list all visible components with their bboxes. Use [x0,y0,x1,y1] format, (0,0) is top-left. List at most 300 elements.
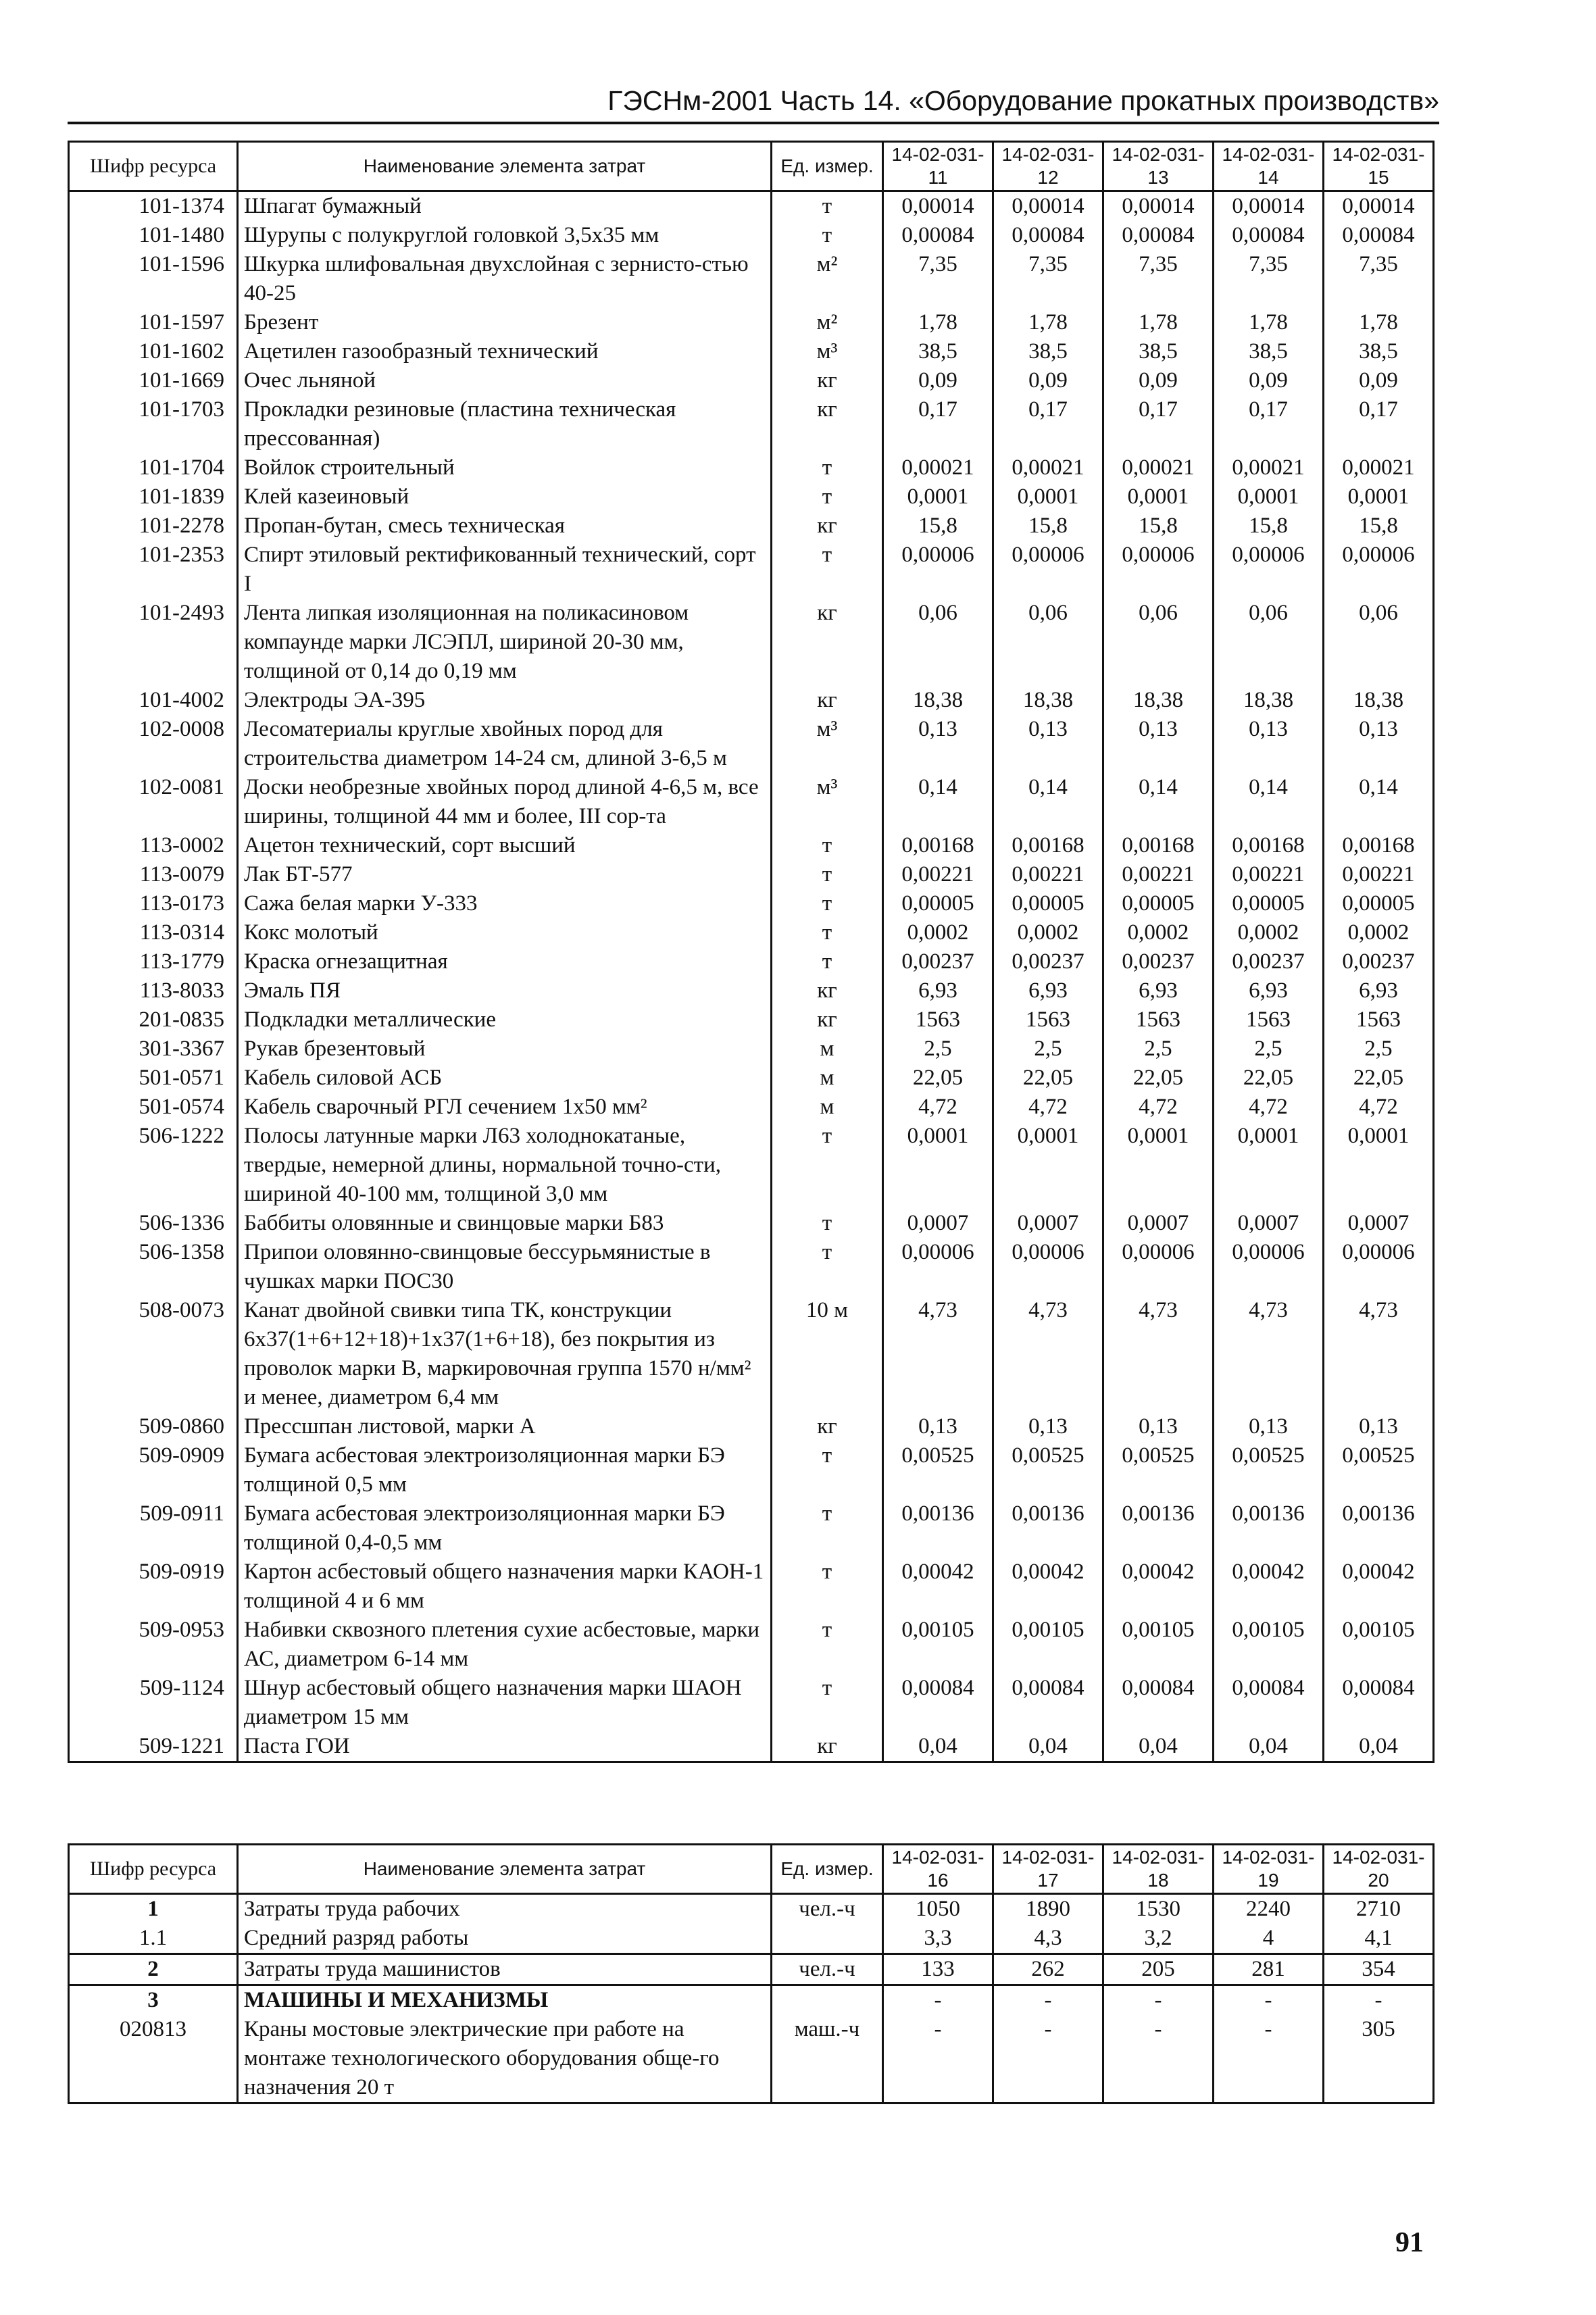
norm-value: 0,00237 [1324,947,1434,976]
resource-name: Брезент [238,308,772,337]
norm-value: 0,00042 [1324,1558,1434,1616]
header-name: Наименование элемента затрат [238,142,772,191]
resource-code: 102-0008 [69,715,238,773]
norm-value: 0,00006 [1324,1238,1434,1296]
norm-value: - [883,2015,993,2104]
norm-value: 38,5 [1103,337,1214,366]
resource-name: Средний разряд работы [238,1924,772,1954]
norm-value: 0,0001 [883,482,993,512]
resource-unit: т [772,1441,883,1499]
norm-value: 0,00006 [993,1238,1103,1296]
norm-value: 0,00525 [883,1441,993,1499]
table-row [69,1894,1434,1924]
norm-value: - [1103,2015,1214,2104]
resource-unit: кг [772,686,883,715]
header-norm: 14-02-031-12 [993,142,1103,191]
norm-value: 2,5 [1214,1035,1324,1064]
norm-value: 0,09 [883,366,993,395]
resource-code: 101-1597 [69,308,238,337]
norm-value: 18,38 [883,686,993,715]
norm-value: 0,14 [1214,773,1324,831]
table-row [69,1064,1434,1093]
norm-value: 0,00221 [1324,860,1434,889]
norm-value: 0,00237 [1214,947,1324,976]
norm-value: 1563 [993,1005,1103,1035]
resource-name: Эмаль ПЯ [238,976,772,1005]
norm-value: 0,09 [1103,366,1214,395]
header-norm: 14-02-031-14 [1214,142,1324,191]
norm-value: 0,00014 [1103,191,1214,222]
norm-value: 305 [1324,2015,1434,2104]
resource-unit: т [772,918,883,947]
resource-unit: т [772,482,883,512]
resource-name: Прессшпан листовой, марки А [238,1412,772,1441]
norm-value: 1,78 [1103,308,1214,337]
table-row [69,715,1434,773]
resource-code: 101-1839 [69,482,238,512]
norm-value: 6,93 [1324,976,1434,1005]
resource-code: 509-0909 [69,1441,238,1499]
norm-value: 22,05 [993,1064,1103,1093]
norm-value: 1563 [883,1005,993,1035]
resource-unit: чел.-ч [772,1954,883,1985]
resource-code: 101-1596 [69,250,238,308]
norm-value: 0,00105 [1214,1616,1324,1674]
resource-name: Баббиты оловянные и свинцовые марки Б83 [238,1209,772,1238]
resource-code: 501-0571 [69,1064,238,1093]
resource-code: 101-2493 [69,599,238,686]
table-row [69,337,1434,366]
norm-value: 0,00006 [883,1238,993,1296]
header-norm: 14-02-031-19 [1214,1845,1324,1894]
resource-unit: т [772,453,883,482]
norm-value: 4,72 [1324,1093,1434,1122]
table-row [69,2015,1434,2104]
norm-value: 22,05 [1214,1064,1324,1093]
norm-value: 2,5 [993,1035,1103,1064]
norm-value: 0,04 [1214,1732,1324,1762]
resource-code: 101-2278 [69,512,238,541]
norm-value: 0,00005 [1214,889,1324,918]
resource-name: Рукав брезентовый [238,1035,772,1064]
resource-code: 102-0081 [69,773,238,831]
norm-value: 281 [1214,1954,1324,1985]
norm-value: 0,17 [1103,395,1214,453]
norm-value: 0,0002 [1214,918,1324,947]
resource-unit: маш.-ч [772,2015,883,2104]
norm-value: 0,00005 [993,889,1103,918]
resource-unit: кг [772,366,883,395]
resource-unit: м² [772,250,883,308]
norm-value: 0,09 [1324,366,1434,395]
norm-value: 0,00084 [1214,1674,1324,1732]
norm-value: 7,35 [1324,250,1434,308]
norm-value: 354 [1324,1954,1434,1985]
norm-value: 0,04 [883,1732,993,1762]
header-norm: 14-02-031-13 [1103,142,1214,191]
norm-value: 4,72 [883,1093,993,1122]
table-row [69,1499,1434,1558]
norm-value: - [1324,1985,1434,2016]
norm-value: 0,06 [1324,599,1434,686]
table-row [69,1209,1434,1238]
resource-name: Спирт этиловый ректификованный технический, сорт I [238,541,772,599]
resource-code: 020813 [69,2015,238,2104]
norm-value: 22,05 [1324,1064,1434,1093]
norm-value: 1,78 [883,308,993,337]
norm-value: 0,14 [1324,773,1434,831]
norm-value: 6,93 [993,976,1103,1005]
norm-value: 2240 [1214,1894,1324,1924]
resource-unit: м² [772,308,883,337]
table-row [69,512,1434,541]
resource-unit: т [772,889,883,918]
resource-unit: чел.-ч [772,1894,883,1924]
table-header-row [69,142,1434,191]
norm-value: 22,05 [883,1064,993,1093]
norm-value: 1563 [1103,1005,1214,1035]
resource-code: 101-2353 [69,541,238,599]
table-row [69,366,1434,395]
resource-unit: т [772,1499,883,1558]
resource-code: 509-0919 [69,1558,238,1616]
norm-value: 4,72 [1214,1093,1324,1122]
norm-value: 0,00006 [1324,541,1434,599]
page-header: ГЭСНм-2001 Часть 14. «Оборудование прокатных производств» [68,80,1439,124]
norm-value: 0,00084 [993,1674,1103,1732]
norm-value: 0,00084 [883,221,993,250]
resource-code: 506-1358 [69,1238,238,1296]
norm-value: 0,00136 [1324,1499,1434,1558]
norm-value: 0,0001 [1324,482,1434,512]
resource-unit: м³ [772,337,883,366]
norm-value: 0,0002 [1324,918,1434,947]
resource-name: Кокс молотый [238,918,772,947]
resource-unit: т [772,860,883,889]
table-row [69,308,1434,337]
norm-value: 15,8 [993,512,1103,541]
resource-name: Краска огнезащитная [238,947,772,976]
norm-value: 0,13 [883,715,993,773]
norm-value: 1,78 [1214,308,1324,337]
norm-value: 0,00168 [1214,831,1324,860]
resource-code: 506-1336 [69,1209,238,1238]
resource-unit: м [772,1093,883,1122]
norm-value: 1890 [993,1894,1103,1924]
norm-value: 0,06 [883,599,993,686]
norm-value: - [1214,1985,1324,2016]
norm-value: 0,00006 [883,541,993,599]
norm-value: 2,5 [1324,1035,1434,1064]
table-row [69,1924,1434,1954]
table-row [69,860,1434,889]
table-row [69,976,1434,1005]
norm-value: 0,17 [883,395,993,453]
norm-value: 0,0001 [883,1122,993,1209]
norm-value: 0,0002 [883,918,993,947]
resource-code: 3 [69,1985,238,2016]
norm-value: 4 [1214,1924,1324,1954]
resource-unit: т [772,1674,883,1732]
table-row [69,191,1434,222]
resource-code: 101-4002 [69,686,238,715]
resource-code: 301-3367 [69,1035,238,1064]
norm-value: 0,00136 [883,1499,993,1558]
norm-value: 0,00014 [883,191,993,222]
norm-value: 0,13 [1214,715,1324,773]
resource-code: 509-1221 [69,1732,238,1762]
norm-value: 6,93 [883,976,993,1005]
resource-name: Картон асбестовый общего назначения марки КАОН-1 толщиной 4 и 6 мм [238,1558,772,1616]
resource-name: Полосы латунные марки Л63 холоднокатаные, твердые, немерной длины, нормальной точно-сти, шириной 40-100 мм, толщиной 3,0 мм [238,1122,772,1209]
resource-unit: кг [772,512,883,541]
header-norm: 14-02-031-16 [883,1845,993,1894]
norm-value: 0,00168 [1324,831,1434,860]
resource-unit: т [772,831,883,860]
resource-code: 2 [69,1954,238,1985]
norm-value: 0,00042 [1103,1558,1214,1616]
table-row [69,1732,1434,1762]
norm-value: 262 [993,1954,1103,1985]
labor-machines-table [68,1843,1435,2104]
norm-value: 0,0002 [1103,918,1214,947]
table-row [69,453,1434,482]
resource-name: Лента липкая изоляционная на поликасиновом компаунде марки ЛСЭПЛ, шириной 20-30 мм, толщиной от 0,14 до 0,19 мм [238,599,772,686]
resource-code: 201-0835 [69,1005,238,1035]
resource-name: Очес льняной [238,366,772,395]
norm-value: 4,73 [1214,1296,1324,1412]
norm-value: 2,5 [1103,1035,1214,1064]
resource-code: 101-1602 [69,337,238,366]
table-row [69,599,1434,686]
norm-value: 205 [1103,1954,1214,1985]
norm-value: 38,5 [1214,337,1324,366]
resource-name: Лак БТ-577 [238,860,772,889]
norm-value: 0,00021 [993,453,1103,482]
resource-unit: кг [772,599,883,686]
norm-value: 7,35 [1103,250,1214,308]
table-row [69,831,1434,860]
norm-value: 0,0001 [1214,482,1324,512]
norm-value: 0,00221 [883,860,993,889]
norm-value: 0,00021 [883,453,993,482]
norm-value: 2710 [1324,1894,1434,1924]
norm-value: 15,8 [1324,512,1434,541]
norm-value: 0,00105 [883,1616,993,1674]
norm-value: 38,5 [1324,337,1434,366]
norm-value: 1,78 [1324,308,1434,337]
resource-name: Ацетон технический, сорт высший [238,831,772,860]
norm-value: 1563 [1324,1005,1434,1035]
norm-value: 0,13 [1324,1412,1434,1441]
norm-value: 0,06 [993,599,1103,686]
norm-value: 0,00042 [883,1558,993,1616]
resource-code: 509-0860 [69,1412,238,1441]
norm-value: 0,00084 [1324,221,1434,250]
norm-value: 0,17 [1324,395,1434,453]
resource-name: Затраты труда рабочих [238,1894,772,1924]
resource-name: Сажа белая марки У-333 [238,889,772,918]
norm-value: 0,00237 [883,947,993,976]
norm-value: 0,00084 [1324,1674,1434,1732]
norm-value: 3,2 [1103,1924,1214,1954]
table-body [69,1894,1434,2104]
norm-value: 6,93 [1214,976,1324,1005]
norm-value: 0,00021 [1324,453,1434,482]
resource-code: 506-1222 [69,1122,238,1209]
resource-unit: м³ [772,715,883,773]
norm-value: 0,00221 [993,860,1103,889]
norm-value: 18,38 [993,686,1103,715]
resource-unit: кг [772,976,883,1005]
resource-code: 508-0073 [69,1296,238,1412]
resource-unit: т [772,1558,883,1616]
norm-value: - [1214,2015,1324,2104]
norm-value: 0,00005 [1103,889,1214,918]
table-row [69,1674,1434,1732]
norm-value: 0,00237 [1103,947,1214,976]
table-row [69,541,1434,599]
resource-code: 113-8033 [69,976,238,1005]
table-row [69,1093,1434,1122]
norm-value: 4,73 [1324,1296,1434,1412]
norm-value: 0,00105 [993,1616,1103,1674]
norm-value: 4,73 [993,1296,1103,1412]
resource-name: Лесоматериалы круглые хвойных пород для строительства диаметром 14-24 см, длиной 3-6,5 м [238,715,772,773]
norm-value: 0,0007 [1324,1209,1434,1238]
resource-unit: т [772,1616,883,1674]
norm-value: 0,17 [1214,395,1324,453]
norm-value: 0,09 [1214,366,1324,395]
norm-value: 0,00221 [1214,860,1324,889]
resource-name: Клей казеиновый [238,482,772,512]
resource-code: 509-0953 [69,1616,238,1674]
norm-value: 0,00136 [993,1499,1103,1558]
resource-code: 113-0173 [69,889,238,918]
norm-value: 0,14 [993,773,1103,831]
norm-value: 18,38 [1103,686,1214,715]
norm-value: 4,72 [1103,1093,1214,1122]
norm-value: 0,13 [993,715,1103,773]
norm-value: 4,73 [1103,1296,1214,1412]
resource-code: 113-1779 [69,947,238,976]
resource-unit [772,1985,883,2016]
norm-value: 0,00221 [1103,860,1214,889]
resource-name: Шкурка шлифовальная двухслойная с зернисто-стью 40-25 [238,250,772,308]
norm-value: 0,0001 [1103,1122,1214,1209]
resource-name: Бумага асбестовая электроизоляционная марки БЭ толщиной 0,5 мм [238,1441,772,1499]
norm-value: 0,14 [883,773,993,831]
norm-value: 0,0001 [1103,482,1214,512]
table-row [69,1412,1434,1441]
norm-value: 133 [883,1954,993,1985]
norm-value: 0,0001 [993,1122,1103,1209]
norm-value: 0,00021 [1214,453,1324,482]
table-row [69,918,1434,947]
resource-unit: т [772,191,883,222]
resource-code: 113-0079 [69,860,238,889]
table-row [69,395,1434,453]
norm-value: 0,00084 [883,1674,993,1732]
resources-table [68,141,1435,1763]
norm-value: 0,0007 [1103,1209,1214,1238]
resource-name: Подкладки металлические [238,1005,772,1035]
norm-value: 0,00006 [1214,541,1324,599]
resource-name: Бумага асбестовая электроизоляционная марки БЭ толщиной 0,4-0,5 мм [238,1499,772,1558]
norm-value: 15,8 [1214,512,1324,541]
norm-value: 0,0001 [1214,1122,1324,1209]
norm-value: 0,06 [1103,599,1214,686]
norm-value: 0,0007 [883,1209,993,1238]
header-norm: 14-02-031-15 [1324,142,1434,191]
norm-value: 7,35 [993,250,1103,308]
norm-value: - [993,1985,1103,2016]
norm-value: 0,0007 [1214,1209,1324,1238]
norm-value: 0,09 [993,366,1103,395]
header-norm: 14-02-031-20 [1324,1845,1434,1894]
table-row [69,889,1434,918]
norm-value: 0,00006 [1103,541,1214,599]
resource-code: 1 [69,1894,238,1924]
resource-unit: кг [772,1732,883,1762]
table-row [69,1296,1434,1412]
resource-unit: кг [772,1412,883,1441]
resource-unit: 10 м [772,1296,883,1412]
table-row [69,1616,1434,1674]
resource-name: Войлок строительный [238,453,772,482]
resource-name: Ацетилен газообразный технический [238,337,772,366]
norm-value: 0,00084 [993,221,1103,250]
resource-unit: т [772,1209,883,1238]
page-number: 91 [1395,2227,1424,2258]
norm-value: 0,00084 [1103,221,1214,250]
norm-value: 0,00105 [1103,1616,1214,1674]
resource-name: Набивки сквозного плетения сухие асбестовые, марки АС, диаметром 6-14 мм [238,1616,772,1674]
table-row [69,1122,1434,1209]
table-row [69,773,1434,831]
norm-value: 0,00005 [1324,889,1434,918]
resource-name: Пропан-бутан, смесь техническая [238,512,772,541]
norm-value: 0,00525 [1324,1441,1434,1499]
table-row [69,1441,1434,1499]
norm-value: 1563 [1214,1005,1324,1035]
table-row [69,1558,1434,1616]
table-body [69,191,1434,1762]
norm-value: 1530 [1103,1894,1214,1924]
table-row [69,1985,1434,2016]
norm-value: 0,00168 [993,831,1103,860]
table-row [69,947,1434,976]
norm-value: 3,3 [883,1924,993,1954]
resource-name: Затраты труда машинистов [238,1954,772,1985]
table-row [69,482,1434,512]
resource-code: 101-1480 [69,221,238,250]
norm-value: 0,00105 [1324,1616,1434,1674]
norm-value: 18,38 [1324,686,1434,715]
norm-value: 0,13 [1103,1412,1214,1441]
norm-value: 0,0001 [993,482,1103,512]
resource-name: Канат двойной свивки типа ТК, конструкции 6x37(1+6+12+18)+1x37(1+6+18), без покрытия из проволок марки В, маркировочная группа 1570 н/мм² и менее, диаметром 6,4 мм [238,1296,772,1412]
resource-unit: т [772,221,883,250]
table-row [69,1238,1434,1296]
norm-value: 38,5 [883,337,993,366]
norm-value: 0,00042 [1214,1558,1324,1616]
table-header-row [69,1845,1434,1894]
norm-value: 0,0001 [1324,1122,1434,1209]
resource-code: 101-1669 [69,366,238,395]
norm-value: 4,3 [993,1924,1103,1954]
norm-value: 4,73 [883,1296,993,1412]
